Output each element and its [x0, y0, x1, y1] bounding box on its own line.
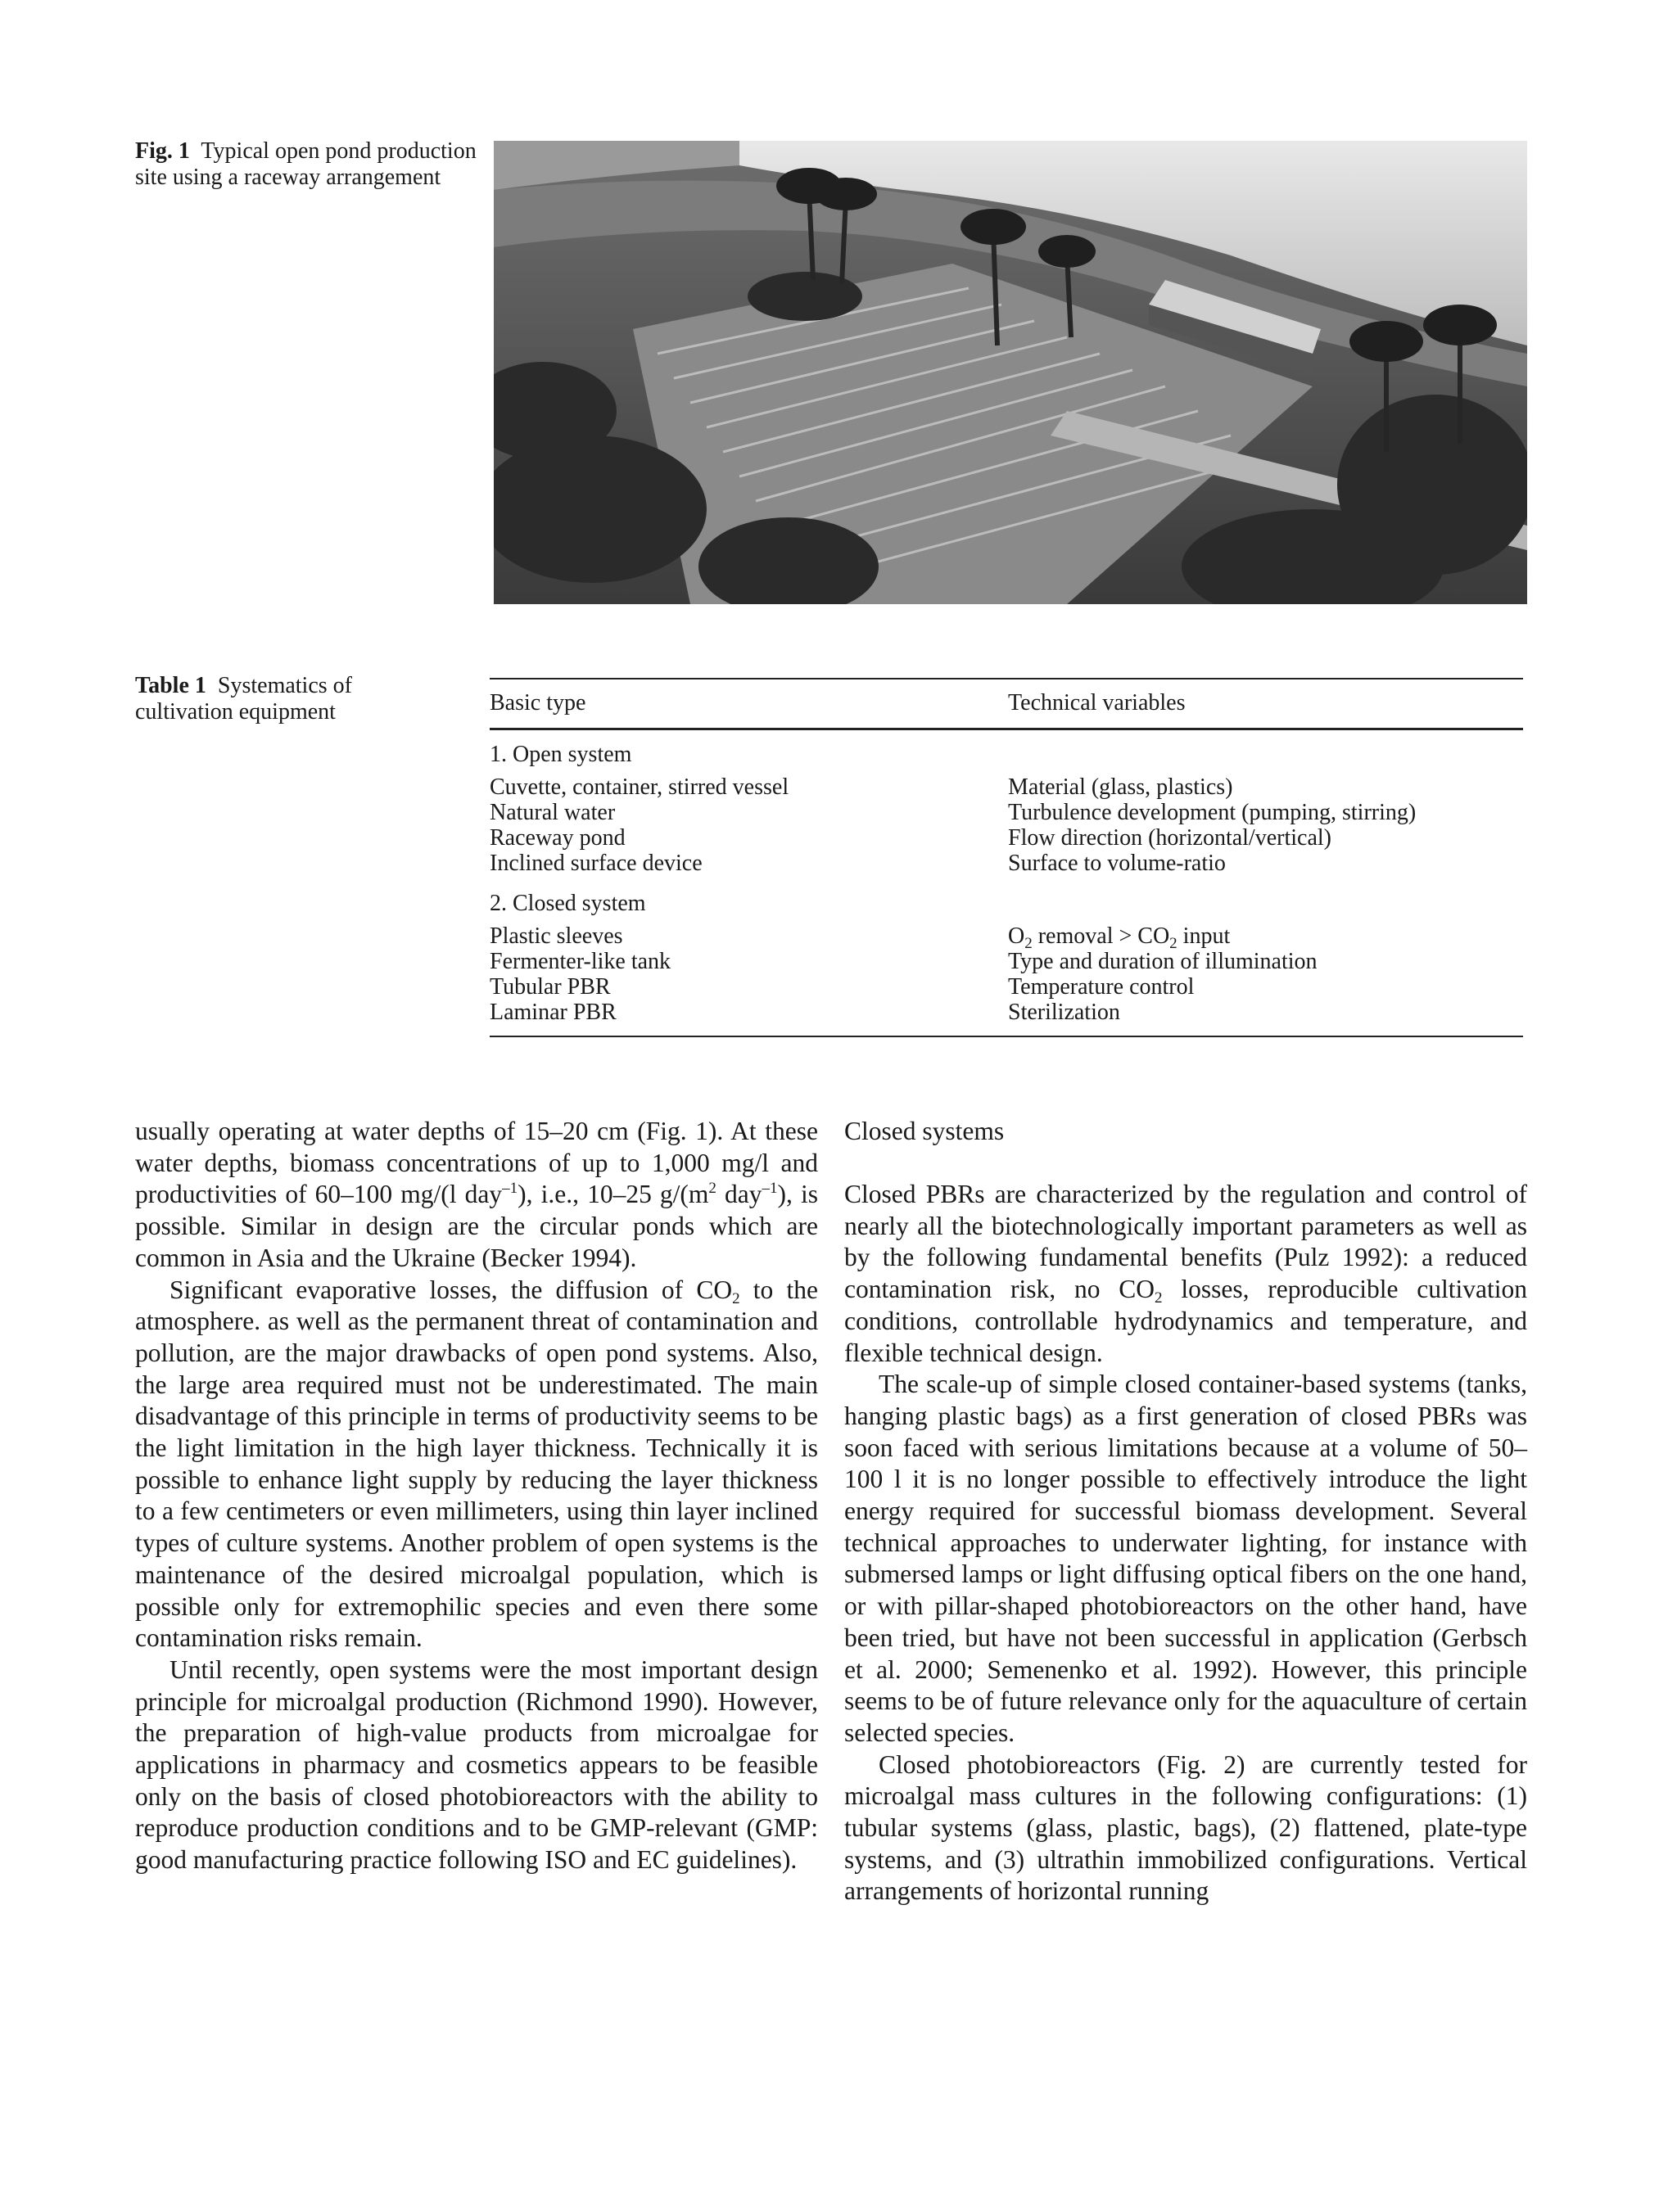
table-row [490, 923, 1523, 952]
figure-caption [135, 138, 479, 191]
table-cell: Fermenter-like tank [490, 949, 671, 974]
paragraph: Closed PBRs are characterized by the regulation and control of nearly all the biotechnologically important parameters as well as by the following fundamental benefits (Pulz 1992): a reduced contamination risk, no $CO_2$ losses, reproducible cultivation conditions, controllable hydrodynamics and temperature, and flexible technical design. [844, 1180, 1527, 1367]
table-row [490, 974, 1523, 1000]
table-row [490, 800, 1523, 825]
table-row [490, 1000, 1523, 1025]
table-header-row [490, 690, 1523, 716]
table-label: Table 1 [135, 673, 206, 698]
paragraph: usually operating at water depths of 15–20 cm (Fig. 1). At these water depths, biomass concentrations of up to 1,000 mg/l and productivities of 60–100 mg/(l day$^{-1}$), i.e., 10–25 $g/(m^2$ day$^{-1}$), is possible. Similar in design are the circular ponds which are common in Asia and the Ukraine (Becker 1994). [135, 1117, 818, 1272]
paragraph: Significant evaporative losses, the diffusion of $CO_2$ to the atmosphere. as well as the permanent threat of contamination and pollution, are the major drawbacks of open pond systems. Also, the large area required must not be underestimated. The main disadvantage of this principle in terms of productivity seems to be the light limitation in the high layer thickness. Technically it is possible to enhance light supply by reducing the layer thickness to a few centimeters or even millimeters, using thin layer inclined types of culture systems. Another problem of open systems is the maintenance of the desired microalgal population, which is possible only for extremophilic species and even there some contamination risks remain. [135, 1275, 818, 1653]
figure-caption-text: Typical open pond production site using a raceway arrangement [135, 138, 477, 190]
pond-photograph [494, 141, 1527, 604]
left-text-column [135, 1116, 818, 1876]
paragraph: Until recently, open systems were the most important design principle for microalgal production (Richmond 1990). However, the preparation of high-value products from microalgae for applications in pharmacy and cosmetics appears to be feasible only on the basis of closed photobioreactors with the ability to reproduce production conditions and to be GMP-relevant (GMP: good manufacturing practice following ISO and EC guidelines). [135, 1654, 818, 1875]
section-title: 1. Open system [490, 742, 632, 767]
table-cell: Natural water [490, 800, 616, 825]
table-cell: Type and duration of illumination [1008, 949, 1318, 974]
table-header-rule [490, 728, 1523, 730]
section-title-row [490, 742, 1523, 767]
paragraph: The scale-up of simple closed container-based systems (tanks, hanging plastic bags) as a first generation of closed PBRs was soon faced with serious limitations because at a volume of 50–100 l it is no longer possible to effectively introduce the light energy required for successful biomass development. Several technical approaches to underwater lighting, for instance with submersed lamps or light diffusing optical fibers on the one hand, or with pillar-shaped photobioreactors on the other hand, have been tried, but have not been successful in application (Gerbsch et al. 2000; Semenenko et al. 1992). However, this principle seems to be of future relevance only for the aquaculture of certain selected species. [844, 1370, 1527, 1747]
table-cell-o2: $O_2$ removal > $CO_2$ input [1008, 923, 1231, 952]
section-heading: Closed systems [844, 1117, 1005, 1145]
table-cell: Laminar PBR [490, 1000, 617, 1025]
table-bottom-rule [490, 1036, 1523, 1037]
table-cell: Material (glass, plastics) [1008, 774, 1233, 800]
table-cell: Tubular PBR [490, 974, 611, 1000]
section-title: 2. Closed system [490, 891, 646, 916]
paragraph: Closed photobioreactors (Fig. 2) are currently tested for microalgal mass cultures in the following configurations: (1) tubular systems (glass, plastic, bags), (2) flattened, plate-type systems, and (3) ultrathin immobilized configurations. Vertical arrangements of horizontal running [844, 1749, 1527, 1906]
table-row [490, 851, 1523, 876]
table-caption-text: Systematics of cultivation equipment [135, 673, 352, 725]
figure-label: Fig. 1 [135, 138, 190, 164]
table-row [490, 774, 1523, 800]
table-cell: Flow direction (horizontal/vertical) [1008, 825, 1331, 851]
table-cell: Temperature control [1008, 974, 1195, 1000]
table-cell: Plastic sleeves [490, 923, 623, 949]
table-row [490, 825, 1523, 851]
table-cell: Sterilization [1008, 1000, 1120, 1025]
header-technical-variables: Technical variables [1008, 690, 1186, 716]
table-cell: Cuvette, container, stirred vessel [490, 774, 789, 800]
table-top-rule [490, 678, 1523, 679]
table-caption [135, 673, 430, 725]
table-cell: Raceway pond [490, 825, 626, 851]
section-title-row [490, 891, 1523, 916]
raceway-pond-image [494, 141, 1527, 604]
right-text-column [844, 1116, 1527, 1907]
table-cell: Surface to volume-ratio [1008, 851, 1226, 876]
table-cell: Inclined surface device [490, 851, 703, 876]
table-cell: Turbulence development (pumping, stirring) [1008, 800, 1417, 825]
header-basic-type: Basic type [490, 690, 586, 716]
table-row [490, 949, 1523, 974]
